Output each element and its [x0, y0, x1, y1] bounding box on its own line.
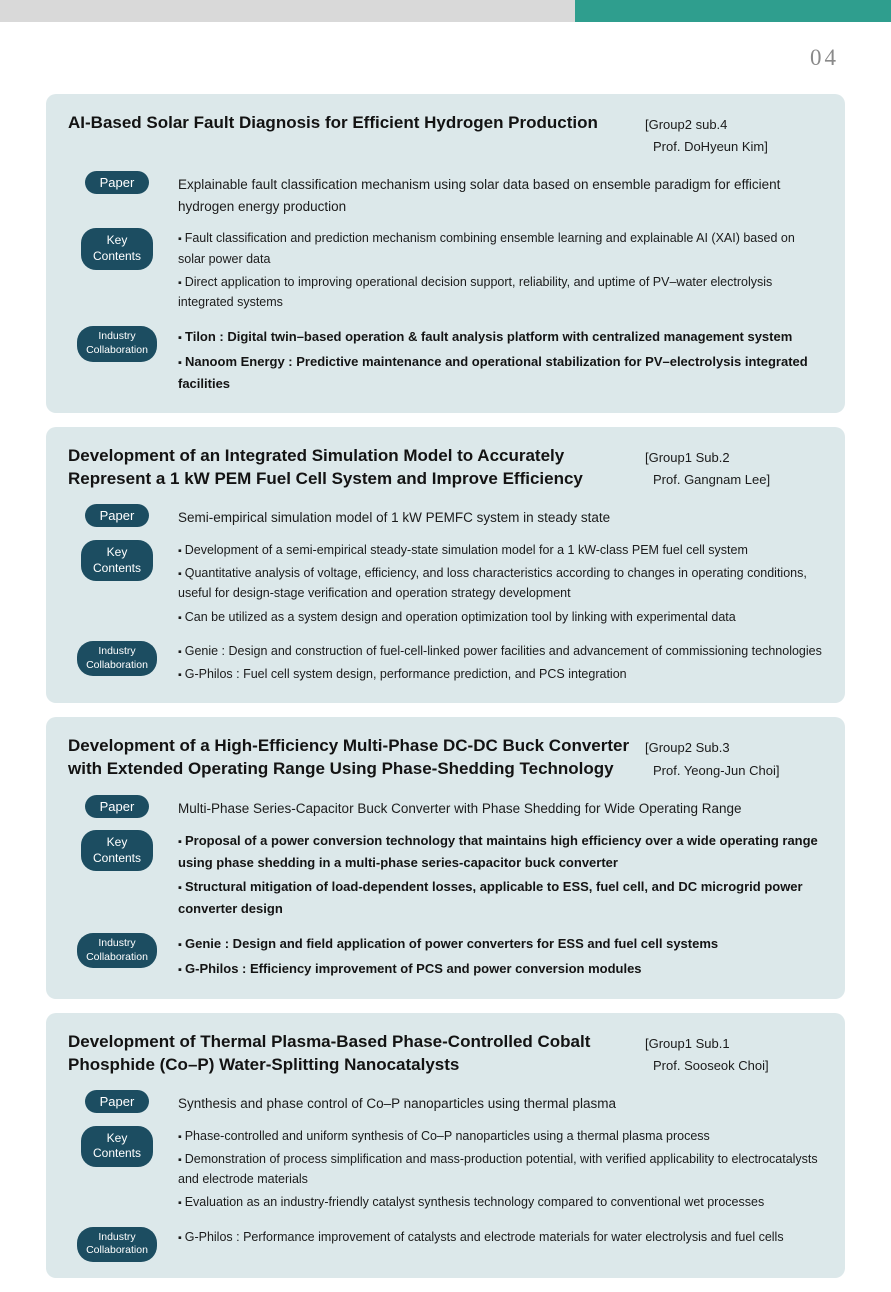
industry-badge-line1: Industry	[98, 1230, 136, 1243]
project-title: Development of Thermal Plasma-Based Phase-Controlled Cobalt Phosphide (Co–P) Water-Splitting Nanocatalysts	[68, 1031, 591, 1074]
project-title: Development of a High-Efficiency Multi-Phase DC-DC Buck Converter with Extended Operating Range Using Phase-Shedding Technology	[68, 736, 630, 779]
key-badge-line1: Key	[106, 1130, 128, 1145]
key-badge-line2: Contents	[92, 560, 142, 575]
bullet-item: ▪ G-Philos : Fuel cell system design, performance prediction, and PCS integration	[178, 664, 825, 684]
bullet-item: ▪ Nanoom Energy : Predictive maintenance and operational stabilization for PV–electrolysis integrated facilities	[178, 351, 825, 394]
top-decorative-bar	[0, 0, 891, 22]
professor-label: Prof. Gangnam Lee]	[653, 472, 771, 488]
industry-collaboration-badge	[77, 326, 157, 361]
group-and-professor	[645, 1031, 825, 1077]
bullet-item: ▪ Direct application to improving operational decision support, reliability, and uptime of PV–water electrolysis integrated systems	[178, 272, 825, 313]
bullet-item: ▪ Demonstration of process simplification and mass-production potential, with verified applicability to electrocatalysts and electrode materials	[178, 1149, 825, 1190]
paper-row	[66, 170, 825, 217]
industry-collaboration-badge	[77, 641, 157, 676]
industry-badge-line1: Industry	[98, 937, 136, 950]
project-card-solar-fault-diagnosis	[46, 94, 845, 413]
group-and-professor	[645, 735, 825, 781]
industry-badge-line1: Industry	[98, 644, 136, 657]
bullet-item: ▪ G-Philos : Performance improvement of catalysts and electrode materials for water electrolysis and fuel cells	[178, 1227, 825, 1247]
paper-text: Semi-empirical simulation model of 1 kW PEMFC system in steady state	[178, 510, 611, 526]
professor-label: Prof. Yeong-Jun Choi]	[653, 762, 780, 778]
card-header	[66, 1027, 825, 1079]
bullet-item: ▪ Tilon : Digital twin–based operation & fault analysis platform with centralized management system	[178, 326, 825, 348]
group-label: [Group1 Sub.2	[645, 450, 730, 466]
key-contents-list	[178, 1125, 825, 1216]
key-contents-badge	[81, 1126, 153, 1167]
group-and-professor	[645, 445, 825, 491]
industry-badge-line2: Collaboration	[86, 950, 148, 963]
bullet-item: ▪ Genie : Design and construction of fuel-cell-linked power facilities and advancement of commissioning technologies	[178, 641, 825, 661]
bullet-item: ▪ Phase-controlled and uniform synthesis of Co–P nanoparticles using a thermal plasma process	[178, 1126, 825, 1146]
project-title: Development of an Integrated Simulation Model to Accurately Represent a 1 kW PEM Fuel Cell System and Improve Efficiency	[68, 446, 583, 489]
key-contents-row	[66, 539, 825, 630]
card-header	[66, 731, 825, 783]
project-card-pem-fuel-cell-simulation	[46, 427, 845, 703]
key-contents-list	[178, 539, 825, 630]
card-header	[66, 441, 825, 493]
professor-label: Prof. Sooseok Choi]	[653, 1058, 769, 1074]
project-card-dcdc-buck-converter	[46, 717, 845, 998]
bullet-item: ▪ Fault classification and prediction mechanism combining ensemble learning and explainable AI (XAI) based on solar power data	[178, 228, 825, 269]
industry-badge-line2: Collaboration	[86, 658, 148, 671]
industry-badge-line2: Collaboration	[86, 1244, 148, 1257]
group-label: [Group2 Sub.3	[645, 740, 730, 756]
top-bar-teal-segment	[575, 0, 891, 22]
page-number: 04	[810, 45, 839, 70]
paper-badge: Paper	[85, 1090, 150, 1113]
paper-badge: Paper	[85, 504, 150, 527]
industry-collaboration-list	[178, 1226, 825, 1250]
bullet-item: ▪ Genie : Design and field application of power converters for ESS and fuel cell systems	[178, 933, 825, 955]
industry-badge-line2: Collaboration	[86, 344, 148, 357]
industry-collaboration-row	[66, 932, 825, 983]
key-badge-line2: Contents	[92, 850, 142, 865]
group-and-professor	[645, 112, 825, 158]
key-contents-list	[178, 829, 825, 922]
industry-collaboration-row	[66, 325, 825, 397]
card-header	[66, 108, 825, 160]
key-contents-row	[66, 227, 825, 315]
key-contents-row	[66, 1125, 825, 1216]
project-card-thermal-plasma-nanocatalysts	[46, 1013, 845, 1278]
paper-badge: Paper	[85, 795, 150, 818]
project-cards-container	[46, 94, 845, 1278]
key-contents-badge	[81, 830, 153, 871]
project-title: AI-Based Solar Fault Diagnosis for Efficient Hydrogen Production	[68, 113, 598, 132]
group-label: [Group1 Sub.1	[645, 1035, 730, 1051]
key-badge-line1: Key	[106, 835, 128, 850]
industry-collaboration-badge	[77, 1227, 157, 1262]
key-contents-row	[66, 829, 825, 922]
bullet-item: ▪ Evaluation as an industry-friendly catalyst synthesis technology compared to conventional wet processes	[178, 1192, 825, 1212]
key-badge-line1: Key	[106, 544, 128, 559]
key-contents-badge	[81, 228, 153, 269]
paper-row	[66, 794, 825, 820]
group-label: [Group2 sub.4	[645, 117, 728, 132]
industry-collaboration-row	[66, 640, 825, 688]
top-bar-gray-segment	[0, 0, 575, 22]
key-contents-list	[178, 227, 825, 315]
industry-badge-line1: Industry	[98, 330, 136, 343]
bullet-item: ▪ G-Philos : Efficiency improvement of PCS and power conversion modules	[178, 958, 825, 980]
paper-text: Multi-Phase Series-Capacitor Buck Converter with Phase Shedding for Wide Operating Range	[178, 800, 742, 816]
paper-row	[66, 1089, 825, 1115]
paper-text: Synthesis and phase control of Co–P nanoparticles using thermal plasma	[178, 1096, 617, 1112]
industry-collaboration-badge	[77, 933, 157, 968]
bullet-item: ▪ Can be utilized as a system design and operation optimization tool by linking with experimental data	[178, 607, 825, 627]
paper-text: Explainable fault classification mechanism using solar data based on ensemble paradigm for efficient hydrogen energy production	[178, 177, 781, 214]
key-badge-line1: Key	[106, 233, 128, 248]
industry-collaboration-list	[178, 640, 825, 688]
page-number-row	[0, 22, 891, 94]
industry-collaboration-list	[178, 932, 825, 983]
industry-collaboration-list	[178, 325, 825, 397]
bullet-item: ▪ Structural mitigation of load-dependent losses, applicable to ESS, fuel cell, and DC microgrid power converter design	[178, 876, 825, 919]
bullet-item: ▪ Proposal of a power conversion technology that maintains high efficiency over a wide operating range using phase shedding in a multi-phase series-capacitor buck converter	[178, 830, 825, 873]
bullet-item: ▪ Development of a semi-empirical steady-state simulation model for a 1 kW-class PEM fuel cell system	[178, 540, 825, 560]
paper-row	[66, 503, 825, 529]
industry-collaboration-row	[66, 1226, 825, 1262]
key-badge-line2: Contents	[92, 248, 142, 263]
key-badge-line2: Contents	[92, 1146, 142, 1161]
key-contents-badge	[81, 540, 153, 581]
bullet-item: ▪ Quantitative analysis of voltage, efficiency, and loss characteristics according to changes in operating conditions, useful for design-stage verification and operation strategy development	[178, 563, 825, 604]
professor-label: Prof. DoHyeun Kim]	[653, 139, 768, 155]
paper-badge: Paper	[85, 171, 150, 194]
